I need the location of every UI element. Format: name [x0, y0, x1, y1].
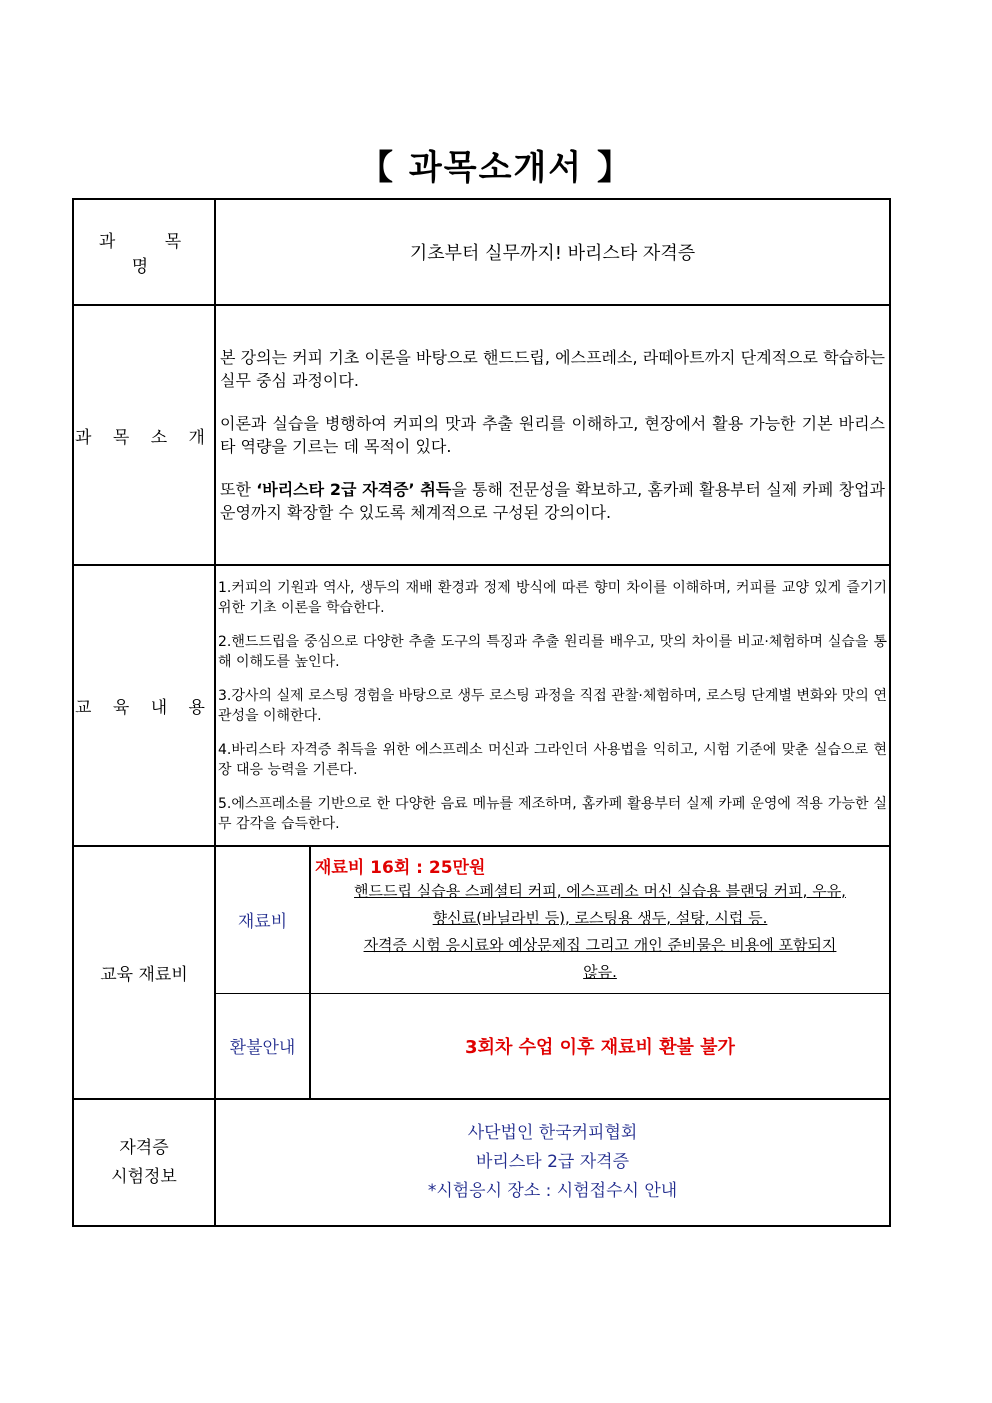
- page-title: 【 과목소개서 】: [359, 148, 633, 188]
- intro-paragraph-3-prefix: 또한: [220, 480, 257, 499]
- education-item-4: 4.바리스타 자격증 취득을 위한 에스프레소 머신과 그라인더 사용법을 익히고, 시험 기준에 맞춘 실습으로 현장 대응 능력을 기른다.: [218, 741, 887, 778]
- education-item-1: 1.커피의 기원과 역사, 생두의 재배 환경과 정제 방식에 따른 향미 차이를 이해하며, 커피를 교양 있게 즐기기 위한 기초 이론을 학습한다.: [218, 579, 887, 616]
- intro-paragraph-3-suffix: 을 통해 전문성을 확보하고, 홈카페 활용부터 실제 카페 창업과 운영까지 확장할 수 있도록 체계적으로 구성된 강의이다.: [220, 480, 885, 522]
- education-item-2: 2.핸드드립을 중심으로 다양한 추출 도구의 특징과 추출 원리를 배우고, 맛의 차이를 비교·체험하며 실습을 통해 이해도를 높인다.: [218, 633, 887, 670]
- material-title: 재료비 16회 : 25만원: [315, 858, 486, 878]
- education-label: 교 육 내 용: [73, 565, 215, 846]
- cert-content: [215, 1099, 890, 1226]
- intro-content: [215, 305, 890, 565]
- intro-paragraph-1: 본 강의는 커피 기초 이론을 바탕으로 핸드드립, 에스프레소, 라떼아트까지 단계적으로 학습하는 실무 중심 과정이다.: [220, 348, 885, 390]
- subject-label: 과 목 명: [73, 199, 215, 305]
- cert-label: [73, 1099, 215, 1226]
- material-line-2: 향신료(바닐라빈 등), 로스팅용 생두, 설탕, 시럽 등.: [432, 909, 768, 927]
- material-label: 재료비: [216, 847, 310, 993]
- education-row: [73, 565, 890, 846]
- education-item-3: 3.강사의 실제 로스팅 경험을 바탕으로 생두 로스팅 과정을 직접 관찰·체험하며, 로스팅 단계별 변화와 맛의 연관성을 이해한다.: [218, 687, 887, 724]
- subject-row: [73, 199, 890, 305]
- intro-label: 과 목 소 개: [73, 305, 215, 565]
- intro-row: [73, 305, 890, 565]
- cert-exam-location: *시험응시 장소 : 시험접수시 안내: [427, 1181, 678, 1201]
- fee-label: 교육 재료비: [73, 846, 215, 1099]
- education-content: [215, 565, 890, 846]
- fee-content: [215, 846, 890, 1099]
- intro-paragraph-3: [216, 478, 889, 524]
- subject-value: 기초부터 실무까지! 바리스타 자격증: [215, 199, 890, 305]
- cert-row: [73, 1099, 890, 1226]
- material-line-1: 핸드드립 실습용 스페셜티 커피, 에스프레소 머신 실습용 블랜딩 커피, 우유,: [354, 882, 846, 900]
- material-row: [216, 847, 889, 993]
- intro-paragraph-2: 이론과 실습을 병행하여 커피의 맛과 추출 원리를 이해하고, 현장에서 활용 가능한 기본 바리스타 역량을 기르는 데 목적이 있다.: [220, 414, 885, 456]
- cert-organization: 사단법인 한국커피협회: [467, 1123, 638, 1143]
- refund-text: 3회차 수업 이후 재료비 환불 불가: [465, 1036, 735, 1058]
- fee-subtable: [216, 847, 889, 1098]
- education-item-5: 5.에스프레소를 기반으로 한 다양한 음료 메뉴를 제조하며, 홈카페 활용부터 실제 카페 운영에 적용 가능한 실무 감각을 습득한다.: [218, 795, 887, 832]
- cert-label-line-1: 자격증: [119, 1137, 169, 1158]
- course-table: [72, 198, 891, 1227]
- material-line-3: 자격증 시험 응시료와 예상문제집 그리고 개인 준비물은 비용에 포함되지: [363, 936, 837, 954]
- cert-label-line-2: 시험정보: [111, 1166, 177, 1187]
- material-line-4: 않음.: [583, 963, 617, 981]
- material-detail: [310, 847, 889, 993]
- intro-paragraph-3-bold: ‘바리스타 2급 자격증’ 취득: [256, 480, 452, 499]
- cert-name: 바리스타 2급 자격증: [476, 1152, 629, 1172]
- refund-row: [216, 993, 889, 1098]
- fee-row: [73, 846, 890, 1099]
- refund-label: 환불안내: [216, 993, 310, 1098]
